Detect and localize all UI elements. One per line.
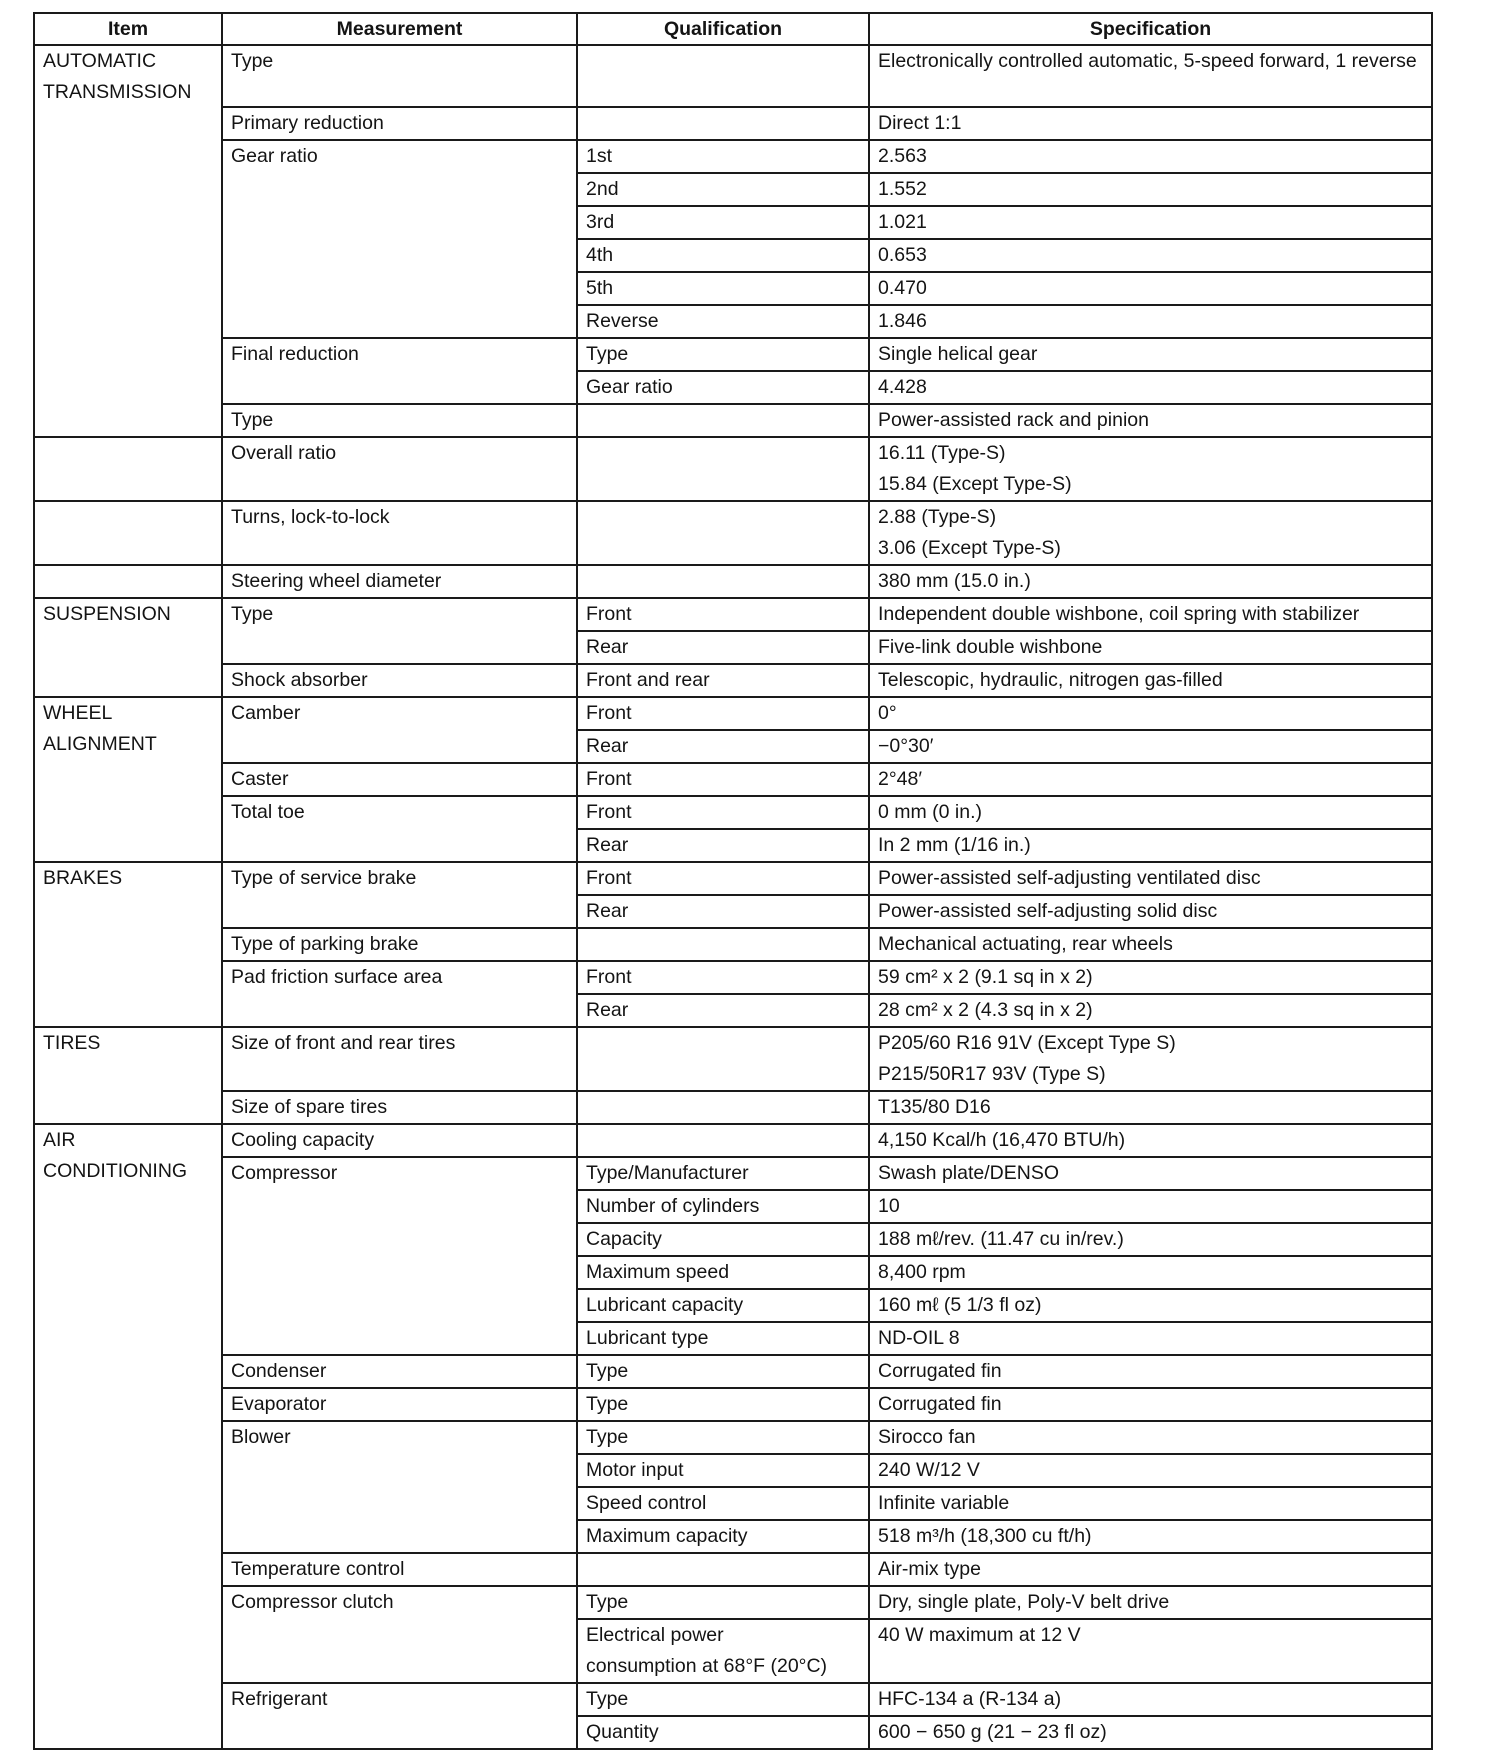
table-row	[34, 501, 1432, 565]
specification-cell: 0.653	[869, 239, 1432, 272]
table-row	[34, 796, 1432, 829]
specification-cell: 518 m³/h (18,300 cu ft/h)	[869, 1520, 1432, 1553]
table-row	[34, 862, 1432, 895]
qualification-cell: 1st	[577, 140, 869, 173]
measurement-cell: Steering wheel diameter	[222, 565, 577, 598]
measurement-cell: Type of parking brake	[222, 928, 577, 961]
measurement-cell: Final reduction	[222, 338, 577, 404]
table-row	[34, 1157, 1432, 1190]
qualification-cell: Type	[577, 1421, 869, 1454]
item-cell: BRAKES	[34, 862, 222, 1027]
table-row	[34, 1421, 1432, 1454]
qualification-cell: Number of cylinders	[577, 1190, 869, 1223]
qualification-cell: Lubricant capacity	[577, 1289, 869, 1322]
table-row	[34, 1355, 1432, 1388]
measurement-cell: Type	[222, 404, 577, 437]
header-item: Item	[34, 13, 222, 45]
qualification-cell: Front	[577, 961, 869, 994]
measurement-cell: Overall ratio	[222, 437, 577, 501]
item-cell: WHEEL ALIGNMENT	[34, 697, 222, 862]
qualification-cell: 4th	[577, 239, 869, 272]
measurement-cell: Primary reduction	[222, 107, 577, 140]
qualification-cell	[577, 45, 869, 107]
qualification-cell: Rear	[577, 730, 869, 763]
qualification-cell	[577, 437, 869, 501]
measurement-cell: Type	[222, 45, 577, 107]
measurement-cell: Gear ratio	[222, 140, 577, 338]
item-cell: AUTOMATIC TRANSMISSION	[34, 45, 222, 437]
qualification-cell: 2nd	[577, 173, 869, 206]
specification-cell: Mechanical actuating, rear wheels	[869, 928, 1432, 961]
spec-table	[33, 12, 1433, 1750]
item-cell	[34, 501, 222, 565]
specification-cell: 188 mℓ/rev. (11.47 cu in/rev.)	[869, 1223, 1432, 1256]
qualification-cell: Gear ratio	[577, 371, 869, 404]
qualification-cell: Type	[577, 1683, 869, 1716]
measurement-cell: Condenser	[222, 1355, 577, 1388]
specification-cell: Independent double wishbone, coil spring with stabilizer	[869, 598, 1432, 631]
specification-cell: Infinite variable	[869, 1487, 1432, 1520]
qualification-cell: Front	[577, 598, 869, 631]
measurement-cell: Type of service brake	[222, 862, 577, 928]
qualification-cell	[577, 928, 869, 961]
table-row	[34, 437, 1432, 501]
qualification-cell: Capacity	[577, 1223, 869, 1256]
table-row	[34, 697, 1432, 730]
specification-cell: Dry, single plate, Poly-V belt drive	[869, 1586, 1432, 1619]
qualification-cell: Front	[577, 796, 869, 829]
qualification-cell: Quantity	[577, 1716, 869, 1749]
measurement-cell: Turns, lock-to-lock	[222, 501, 577, 565]
table-row	[34, 928, 1432, 961]
qualification-cell: Reverse	[577, 305, 869, 338]
specification-cell: Power-assisted self-adjusting solid disc	[869, 895, 1432, 928]
qualification-cell: Front	[577, 862, 869, 895]
specification-cell: 240 W/12 V	[869, 1454, 1432, 1487]
table-row	[34, 1091, 1432, 1124]
table-row	[34, 404, 1432, 437]
qualification-cell: Rear	[577, 994, 869, 1027]
specification-cell: 28 cm² x 2 (4.3 sq in x 2)	[869, 994, 1432, 1027]
specification-cell: Telescopic, hydraulic, nitrogen gas-filled	[869, 664, 1432, 697]
qualification-cell	[577, 1124, 869, 1157]
table-row	[34, 107, 1432, 140]
table-row	[34, 338, 1432, 371]
qualification-cell	[577, 501, 869, 565]
qualification-cell	[577, 1027, 869, 1091]
header-qualification: Qualification	[577, 13, 869, 45]
specification-cell: 2°48′	[869, 763, 1432, 796]
specification-cell: 40 W maximum at 12 V	[869, 1619, 1432, 1683]
measurement-cell: Cooling capacity	[222, 1124, 577, 1157]
specification-cell: 380 mm (15.0 in.)	[869, 565, 1432, 598]
qualification-cell	[577, 1553, 869, 1586]
header-measurement: Measurement	[222, 13, 577, 45]
specification-cell: Sirocco fan	[869, 1421, 1432, 1454]
measurement-cell: Size of front and rear tires	[222, 1027, 577, 1091]
specification-cell: 4.428	[869, 371, 1432, 404]
header-row	[34, 13, 1432, 45]
qualification-cell: Front	[577, 697, 869, 730]
specification-cell: 8,400 rpm	[869, 1256, 1432, 1289]
qualification-cell: Type	[577, 1355, 869, 1388]
qualification-cell: Electrical power consumption at 68°F (20°C)	[577, 1619, 869, 1683]
specification-cell: Five-link double wishbone	[869, 631, 1432, 664]
qualification-cell	[577, 1091, 869, 1124]
measurement-cell: Size of spare tires	[222, 1091, 577, 1124]
qualification-cell: Maximum capacity	[577, 1520, 869, 1553]
table-row	[34, 1388, 1432, 1421]
specification-cell: Electronically controlled automatic, 5-speed forward, 1 reverse	[869, 45, 1432, 107]
specification-cell: 600 − 650 g (21 − 23 fl oz)	[869, 1716, 1432, 1749]
specification-cell: 4,150 Kcal/h (16,470 BTU/h)	[869, 1124, 1432, 1157]
qualification-cell: Type	[577, 1388, 869, 1421]
specification-cell: −0°30′	[869, 730, 1432, 763]
specification-cell: 1.021	[869, 206, 1432, 239]
specification-cell: T135/80 D16	[869, 1091, 1432, 1124]
item-cell	[34, 565, 222, 598]
table-row	[34, 1586, 1432, 1619]
specification-cell: 16.11 (Type-S) 15.84 (Except Type-S)	[869, 437, 1432, 501]
qualification-cell: Speed control	[577, 1487, 869, 1520]
specification-cell: 0°	[869, 697, 1432, 730]
item-cell	[34, 437, 222, 501]
qualification-cell: Motor input	[577, 1454, 869, 1487]
measurement-cell: Blower	[222, 1421, 577, 1553]
qualification-cell: Lubricant type	[577, 1322, 869, 1355]
table-row	[34, 1553, 1432, 1586]
specification-cell: 2.88 (Type-S) 3.06 (Except Type-S)	[869, 501, 1432, 565]
specification-cell: 0.470	[869, 272, 1432, 305]
specification-cell: 1.552	[869, 173, 1432, 206]
qualification-cell: Rear	[577, 895, 869, 928]
specification-cell: Power-assisted self-adjusting ventilated disc	[869, 862, 1432, 895]
specification-cell: Single helical gear	[869, 338, 1432, 371]
qualification-cell: 3rd	[577, 206, 869, 239]
qualification-cell	[577, 404, 869, 437]
specification-cell: 0 mm (0 in.)	[869, 796, 1432, 829]
measurement-cell: Temperature control	[222, 1553, 577, 1586]
measurement-cell: Type	[222, 598, 577, 664]
measurement-cell: Camber	[222, 697, 577, 763]
item-cell: AIR CONDITIONING	[34, 1124, 222, 1749]
specification-cell: In 2 mm (1/16 in.)	[869, 829, 1432, 862]
qualification-cell: Type	[577, 1586, 869, 1619]
measurement-cell: Compressor clutch	[222, 1586, 577, 1683]
table-row	[34, 45, 1432, 107]
measurement-cell: Total toe	[222, 796, 577, 862]
table-row	[34, 1027, 1432, 1091]
qualification-cell: Type/Manufacturer	[577, 1157, 869, 1190]
specification-cell: 59 cm² x 2 (9.1 sq in x 2)	[869, 961, 1432, 994]
measurement-cell: Evaporator	[222, 1388, 577, 1421]
qualification-cell	[577, 565, 869, 598]
header-specification: Specification	[869, 13, 1432, 45]
item-cell: SUSPENSION	[34, 598, 222, 697]
qualification-cell: Front and rear	[577, 664, 869, 697]
table-row	[34, 1124, 1432, 1157]
qualification-cell: Rear	[577, 829, 869, 862]
qualification-cell	[577, 107, 869, 140]
table-row	[34, 140, 1432, 173]
qualification-cell: 5th	[577, 272, 869, 305]
table-row	[34, 565, 1432, 598]
table-row	[34, 763, 1432, 796]
table-row	[34, 598, 1432, 631]
specification-cell: P205/60 R16 91V (Except Type S) P215/50R17 93V (Type S)	[869, 1027, 1432, 1091]
measurement-cell: Compressor	[222, 1157, 577, 1355]
measurement-cell: Pad friction surface area	[222, 961, 577, 1027]
specification-cell: Direct 1:1	[869, 107, 1432, 140]
table-row	[34, 664, 1432, 697]
measurement-cell: Refrigerant	[222, 1683, 577, 1749]
specification-cell: Air-mix type	[869, 1553, 1432, 1586]
specification-cell: 10	[869, 1190, 1432, 1223]
specification-cell: 2.563	[869, 140, 1432, 173]
specification-cell: 1.846	[869, 305, 1432, 338]
qualification-cell: Maximum speed	[577, 1256, 869, 1289]
qualification-cell: Front	[577, 763, 869, 796]
table-row	[34, 961, 1432, 994]
specification-cell: HFC-134 a (R-134 a)	[869, 1683, 1432, 1716]
specification-cell: ND-OIL 8	[869, 1322, 1432, 1355]
item-cell: TIRES	[34, 1027, 222, 1124]
spec-body	[34, 45, 1432, 1749]
specification-cell: Corrugated fin	[869, 1388, 1432, 1421]
measurement-cell: Shock absorber	[222, 664, 577, 697]
specification-cell: Power-assisted rack and pinion	[869, 404, 1432, 437]
qualification-cell: Rear	[577, 631, 869, 664]
specification-cell: 160 mℓ (5 1/3 fl oz)	[869, 1289, 1432, 1322]
measurement-cell: Caster	[222, 763, 577, 796]
specification-cell: Corrugated fin	[869, 1355, 1432, 1388]
specification-cell: Swash plate/DENSO	[869, 1157, 1432, 1190]
qualification-cell: Type	[577, 338, 869, 371]
